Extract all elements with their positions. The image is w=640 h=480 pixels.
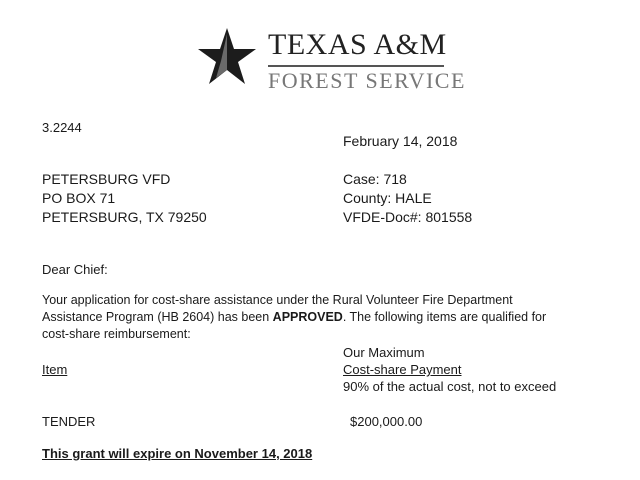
salutation: Dear Chief: — [42, 262, 108, 277]
payment-column-header: Cost-share Payment — [343, 362, 462, 377]
approved-text: APPROVED — [272, 310, 343, 324]
county: County: HALE — [343, 190, 432, 206]
recipient-po-box: PO BOX 71 — [42, 190, 116, 206]
recipient-city: PETERSBURG, TX 79250 — [42, 209, 207, 225]
document-number: VFDE-Doc#: 801558 — [343, 209, 473, 225]
logo-divider — [268, 65, 444, 67]
item-tender: TENDER — [42, 414, 96, 429]
org-name-primary: TEXAS A&M — [268, 28, 447, 61]
case-info — [343, 170, 472, 227]
org-name-secondary: FOREST SERVICE — [268, 68, 466, 93]
star-icon — [197, 28, 257, 86]
payment-note: 90% of the actual cost, not to exceed — [343, 379, 557, 394]
item-amount: $200,000.00 — [350, 414, 423, 429]
grant-expiry: This grant will expire on November 14, 2018 — [42, 446, 313, 461]
payment-header-top: Our Maximum — [343, 345, 425, 360]
body-line-3: cost-share reimbursement: — [42, 327, 191, 341]
form-number: 3.2244 — [42, 120, 82, 135]
body-line-2: Assistance Program (HB 2604) has been APPROVED. The following items are qualified for — [42, 310, 547, 324]
recipient-address — [42, 170, 207, 227]
letter-body — [42, 292, 546, 343]
case-number: Case: 718 — [343, 171, 407, 187]
item-column-header: Item — [42, 362, 68, 377]
recipient-name: PETERSBURG VFD — [42, 171, 171, 187]
letter-date: February 14, 2018 — [343, 133, 458, 149]
body-line-1: Your application for cost-share assistance under the Rural Volunteer Fire Department — [42, 293, 513, 307]
